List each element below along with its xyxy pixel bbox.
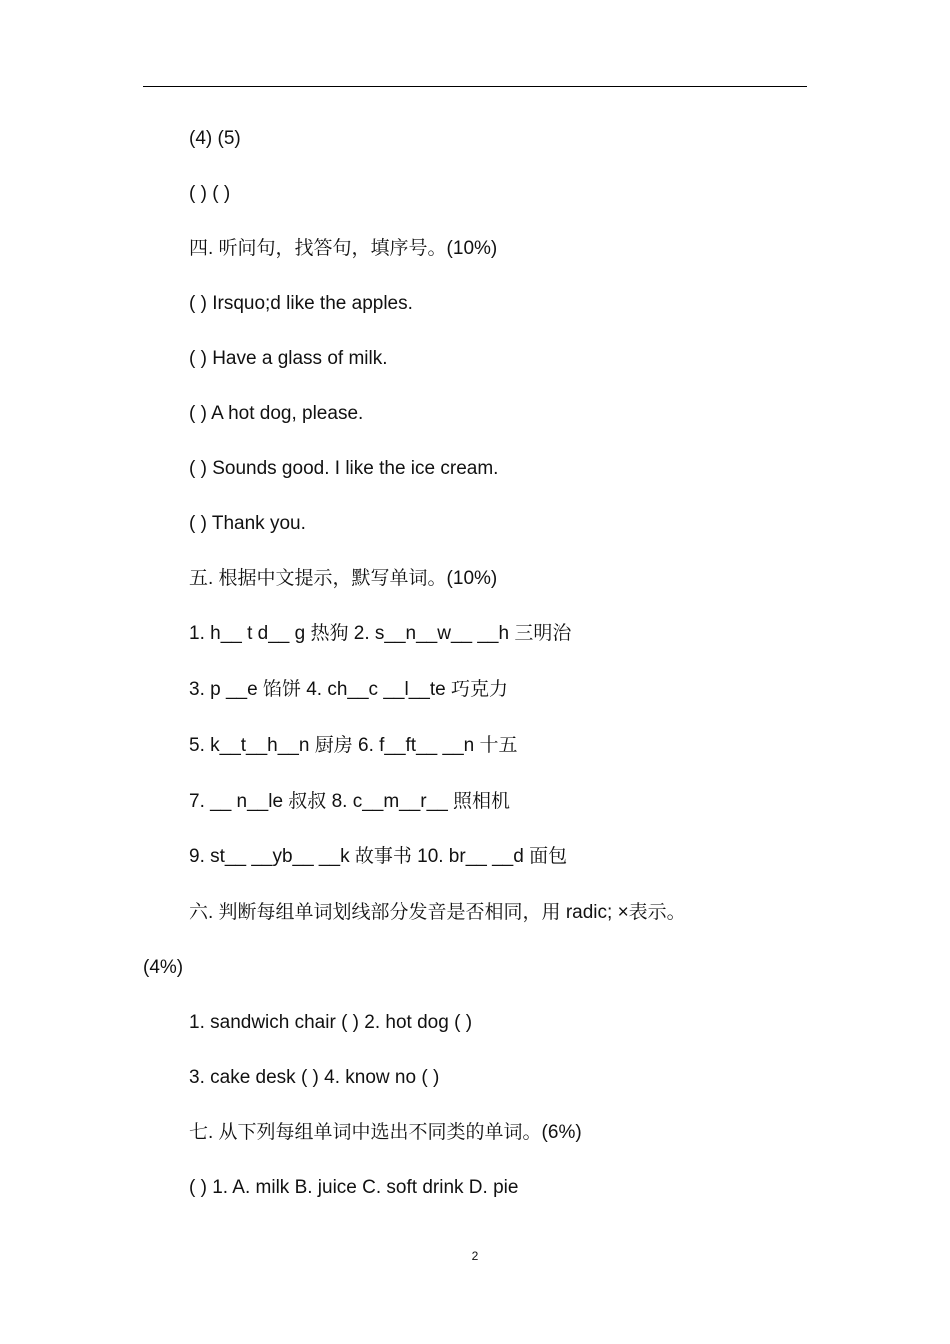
header-rule: [143, 86, 807, 87]
answer-brackets: ( ) ( ): [189, 183, 231, 204]
section-4-item-3: ( ) A hot dog, please.: [189, 403, 364, 424]
section-5-row-4: 7. __ n__le 叔叔 8. c__m__r__ 照相机: [189, 791, 511, 812]
section-6-row-2: 3. cake desk ( ) 4. know no ( ): [189, 1067, 440, 1088]
section-7-item-1: ( ) 1. A. milk B. juice C. soft drink D. pie: [189, 1177, 519, 1198]
section-6-row-1: 1. sandwich chair ( ) 2. hot dog ( ): [189, 1012, 473, 1033]
section-5-row-3: 5. k__t__h__n 厨房 6. f__ft__ __n 十五: [189, 735, 518, 756]
page-number: 2: [471, 1249, 479, 1263]
section-6-heading-continued: (4%): [143, 957, 184, 978]
section-4-heading: 四. 听问句，找答句，填序号。(10%): [189, 238, 498, 259]
section-4-item-4: ( ) Sounds good. I like the ice cream.: [189, 458, 499, 479]
section-6-heading: 六. 判断每组单词划线部分发音是否相同，用 radic; ×表示。: [189, 902, 686, 923]
section-4-item-5: ( ) Thank you.: [189, 513, 306, 534]
section-7-heading: 七. 从下列每组单词中选出不同类的单词。(6%): [189, 1122, 582, 1143]
section-4-item-2: ( ) Have a glass of milk.: [189, 348, 388, 369]
section-5-row-2: 3. p __e 馅饼 4. ch__c __l__te 巧克力: [189, 679, 508, 700]
section-4-item-1: ( ) Irsquo;d like the apples.: [189, 293, 413, 314]
section-5-row-1: 1. h__ t d__ g 热狗 2. s__n__w__ __h 三明治: [189, 623, 572, 644]
answer-labels-4-5: (4) (5): [189, 128, 241, 149]
section-5-heading: 五. 根据中文提示，默写单词。(10%): [189, 568, 498, 589]
section-5-row-5: 9. st__ __yb__ __k 故事书 10. br__ __d 面包: [189, 846, 568, 867]
